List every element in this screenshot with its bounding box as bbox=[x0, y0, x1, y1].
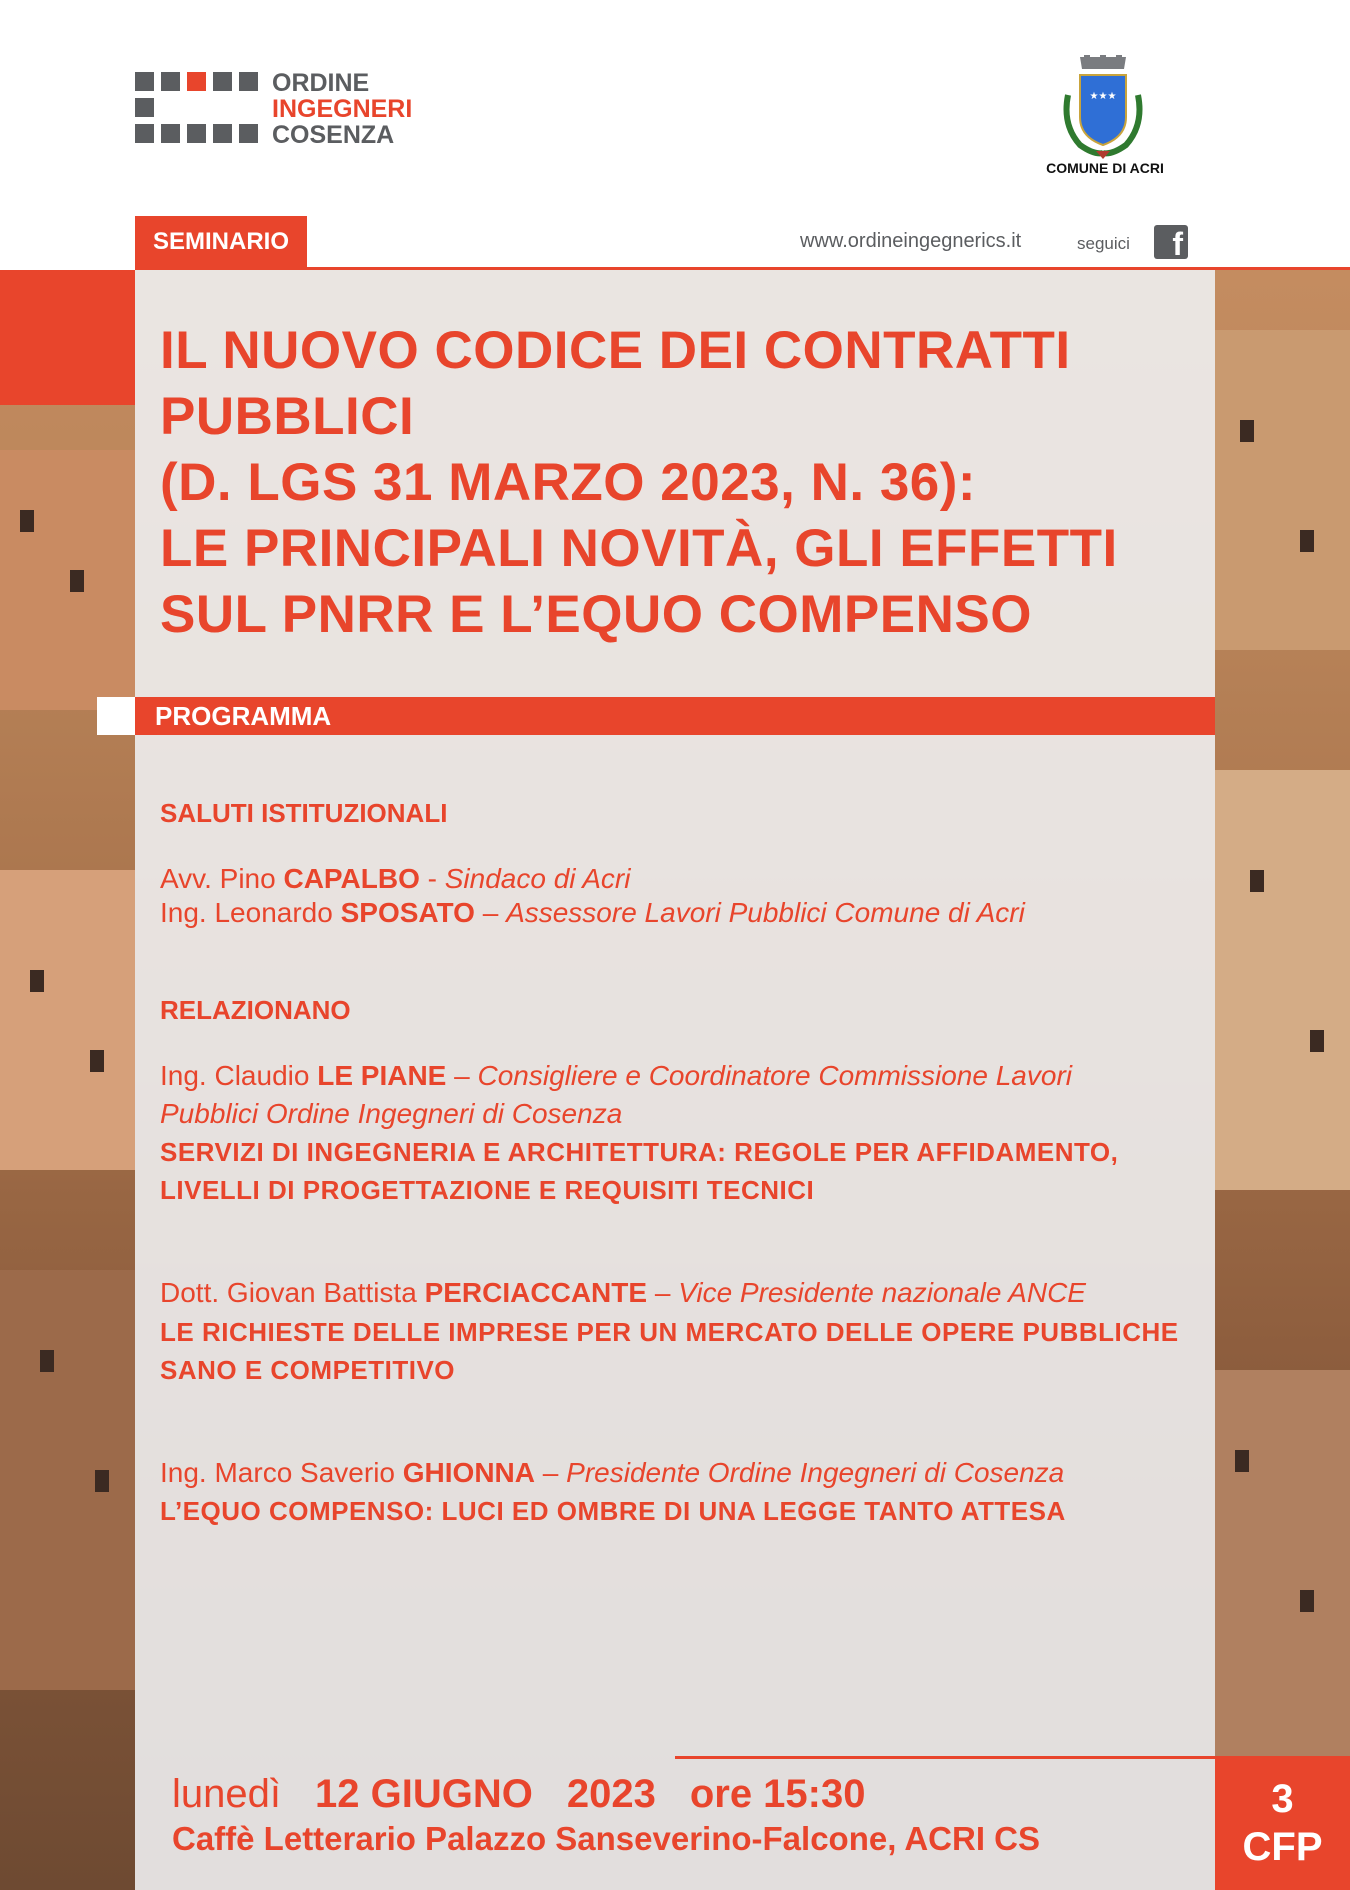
facebook-icon[interactable]: f bbox=[1154, 225, 1188, 259]
seminar-title bbox=[160, 318, 1200, 648]
municipality-label: COMUNE DI ACRI bbox=[1046, 160, 1164, 176]
footer-divider bbox=[675, 1756, 1215, 1759]
logo-line-ingegneri: INGEGNERI bbox=[272, 95, 413, 123]
event-venue: Caffè Letterario Palazzo Sanseverino-Falcone, ACRI CS bbox=[172, 1820, 1041, 1857]
logo-grid-icon bbox=[135, 72, 259, 144]
speaker-role-continued: Pubblici Ordine Ingegneri di Cosenza bbox=[160, 1098, 623, 1129]
speaker-name: Ing. Claudio LE PIANE – Consigliere e Coordinatore Commissione Lavori bbox=[160, 1060, 1072, 1091]
program-label: PROGRAMMA bbox=[155, 701, 332, 731]
greeting-person: Avv. Pino CAPALBO - Sindaco di Acri bbox=[160, 863, 631, 894]
speaker-name: Ing. Marco Saverio GHIONNA – Presidente Ordine Ingegneri di Cosenza bbox=[160, 1457, 1065, 1488]
accent-block bbox=[0, 270, 135, 405]
title-line: PUBBLICI bbox=[160, 387, 415, 446]
talk-title: SERVIZI DI INGEGNERIA E ARCHITETTURA: REGOLE PER AFFIDAMENTO, LIVELLI DI PROGETTAZIONE E REQUISITI TECNICI bbox=[160, 1137, 1119, 1205]
website-link[interactable]: www.ordineingegnerics.it bbox=[800, 230, 1022, 252]
seminar-tag: SEMINARIO bbox=[135, 216, 307, 268]
logo-line-cosenza: COSENZA bbox=[272, 121, 395, 149]
title-line: IL NUOVO CODICE DEI CONTRATTI bbox=[160, 321, 1071, 380]
speaker-name: Dott. Giovan Battista PERCIACCANTE – Vice Presidente nazionale ANCE bbox=[160, 1277, 1086, 1308]
talk-title: L’EQUO COMPENSO: LUCI ED OMBRE DI UNA LEGGE TANTO ATTESA bbox=[160, 1496, 1066, 1526]
speakers-heading: RELAZIONANO bbox=[160, 995, 351, 1025]
credits-number: 3 bbox=[1271, 1777, 1294, 1821]
talk-title: LE RICHIESTE DELLE IMPRESE PER UN MERCATO DELLE OPERE PUBBLICHE SANO E COMPETITIVO bbox=[160, 1317, 1179, 1385]
municipal-crest-icon bbox=[1060, 55, 1146, 160]
title-line: (D. LGS 31 MARZO 2023, N. 36): bbox=[160, 453, 977, 512]
event-date bbox=[172, 1772, 899, 1817]
svg-text:★★★: ★★★ bbox=[1089, 91, 1117, 102]
logo-line-ordine: ORDINE bbox=[272, 69, 370, 97]
event-weekday: lunedì bbox=[172, 1772, 281, 1816]
follow-label: seguici bbox=[1077, 234, 1130, 253]
credits-label: CFP bbox=[1242, 1825, 1323, 1869]
event-year: 2023 bbox=[566, 1772, 656, 1816]
greetings-heading: SALUTI ISTITUZIONALI bbox=[160, 798, 448, 828]
credits-badge bbox=[1215, 1756, 1350, 1890]
title-line: SUL PNRR E L’EQUO COMPENSO bbox=[160, 585, 1032, 644]
greeting-person: Ing. Leonardo SPOSATO – Assessore Lavori Pubblici Comune di Acri bbox=[160, 897, 1025, 928]
title-line: LE PRINCIPALI NOVITÀ, GLI EFFETTI bbox=[160, 519, 1118, 578]
program-bar-notch bbox=[97, 697, 135, 735]
event-time: ore 15:30 bbox=[689, 1772, 866, 1816]
event-day-month: 12 GIUGNO bbox=[314, 1772, 533, 1816]
logo-text bbox=[272, 70, 412, 148]
